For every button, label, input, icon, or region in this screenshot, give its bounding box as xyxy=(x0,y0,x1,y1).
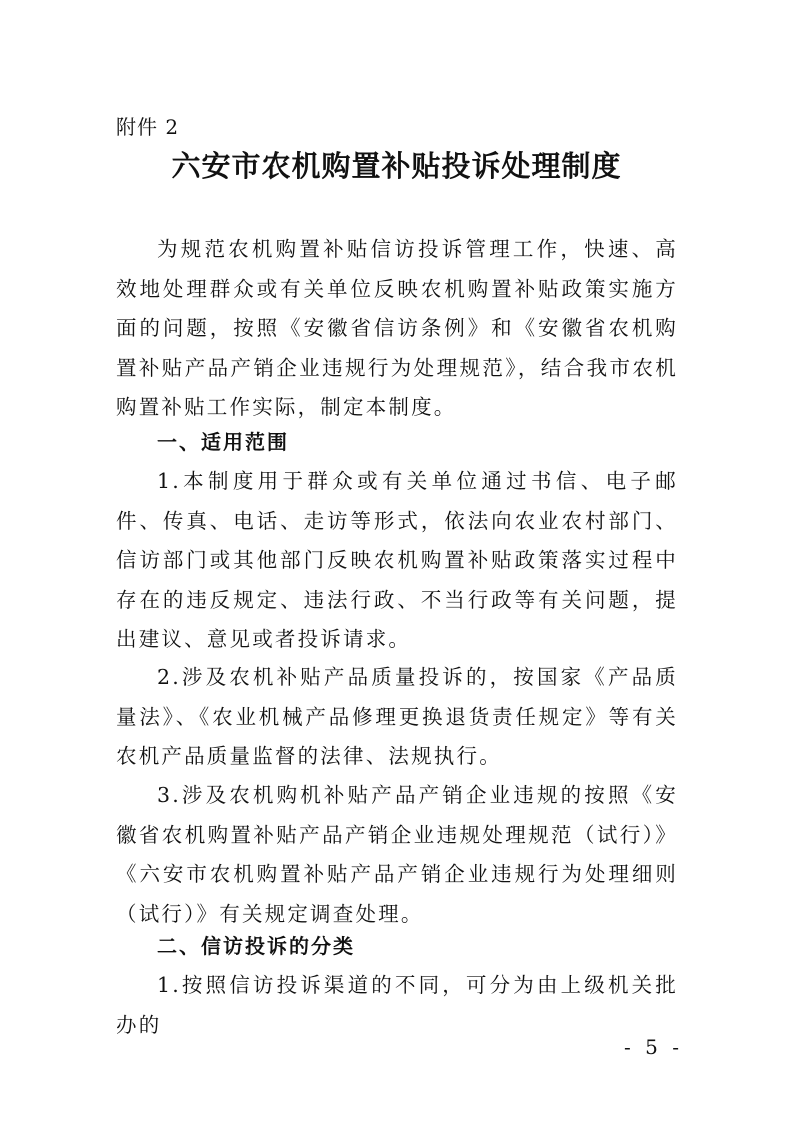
section-2-item-1: 1.按照信访投诉渠道的不同，可分为由上级机关批办的 xyxy=(116,973,678,1037)
section-1-item-2: 2.涉及农机补贴产品质量投诉的，按国家《产品质量法》、《农业机械产品修理更换退货责任规定》等有关农机产品质量监督的法律、法规执行。 xyxy=(116,665,678,768)
section-1-heading: 一、适用范围 xyxy=(157,430,289,454)
section-1-item-3: 3.涉及农机购机补贴产品产销企业违规的按照《安徽省农机购置补贴产品产销企业违规处理规范（试行）》《六安市农机购置补贴产品产销企业违规行为处理细则（试行）》有关规定调查处理。 xyxy=(116,783,678,926)
attachment-label: 附件 2 xyxy=(116,115,180,139)
page-number: - 5 - xyxy=(624,1035,683,1059)
section-2-heading: 二、信访投诉的分类 xyxy=(157,934,355,958)
section-1-item-1: 1.本制度用于群众或有关单位通过书信、电子邮件、传真、电话、走访等形式，依法向农业农村部门、信访部门或其他部门反映农机购置补贴政策落实过程中存在的违反规定、违法行政、不当行政等有关问题，提出建议、意见或者投诉请求。 xyxy=(116,469,678,651)
intro-paragraph: 为规范农机购置补贴信访投诉管理工作，快速、高效地处理群众或有关单位反映农机购置补贴政策实施方面的问题，按照《安徽省信访条例》和《安徽省农机购置补贴产品产销企业违规行为处理规范》，结合我市农机购置补贴工作实际，制定本制度。 xyxy=(116,237,678,419)
document-title: 六安市农机购置补贴投诉处理制度 xyxy=(171,149,622,183)
